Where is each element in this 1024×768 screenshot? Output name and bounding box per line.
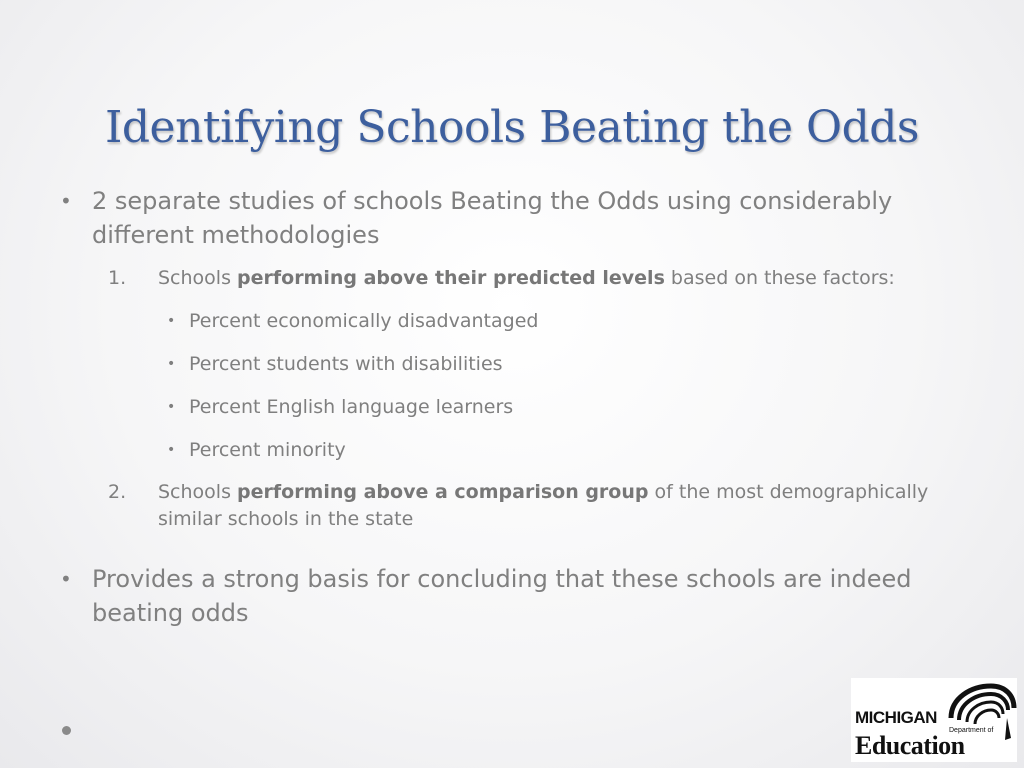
bullet-item-2: [58, 562, 958, 630]
slide-content: [58, 184, 958, 630]
sub-bullet-text: Percent English language learners: [189, 396, 514, 418]
slide-title: Identifying Schools Beating the Odds: [104, 102, 919, 153]
empty-bullet-icon: [62, 726, 71, 735]
sub-bullet-item: [58, 307, 958, 335]
item-number: 2.: [108, 481, 127, 503]
bullet-icon: •: [60, 189, 72, 213]
bullet-item-1: [58, 184, 958, 252]
bullet-icon: •: [167, 356, 176, 372]
item-text-pre: Schools: [158, 267, 238, 289]
bullet-icon: •: [167, 399, 176, 415]
sub-bullet-text: Percent minority: [189, 439, 346, 461]
bullet-text: 2 separate studies of schools Beating the Odds using considerably different methodologies: [92, 187, 893, 249]
item-text-post: of the most demographically similar schools in the state: [158, 481, 929, 530]
numbered-item-1: [58, 264, 958, 292]
item-text-bold: performing above their predicted levels: [237, 267, 665, 289]
logo-michigan-text: MICHIGAN: [855, 708, 937, 727]
numbered-item-2: [58, 479, 958, 533]
sub-bullet-item: [58, 436, 958, 464]
logo-education-text: Education: [855, 731, 965, 760]
michigan-education-logo: [851, 678, 1017, 762]
bullet-text: Provides a strong basis for concluding that these schools are indeed beating odds: [92, 565, 912, 627]
logo-department-text: Department of: [949, 727, 994, 734]
sub-bullet-item: [58, 393, 958, 421]
item-text-pre: Schools: [158, 481, 238, 503]
sub-bullet-text: Percent economically disadvantaged: [189, 310, 539, 332]
item-text-post: based on these factors:: [664, 267, 895, 289]
sub-bullet-item: [58, 350, 958, 378]
bullet-icon: •: [167, 442, 176, 458]
item-text-bold: performing above a comparison group: [237, 481, 649, 503]
bullet-icon: •: [167, 313, 176, 329]
sub-bullet-text: Percent students with disabilities: [189, 353, 503, 375]
bullet-icon: •: [60, 567, 72, 591]
item-number: 1.: [108, 267, 127, 289]
